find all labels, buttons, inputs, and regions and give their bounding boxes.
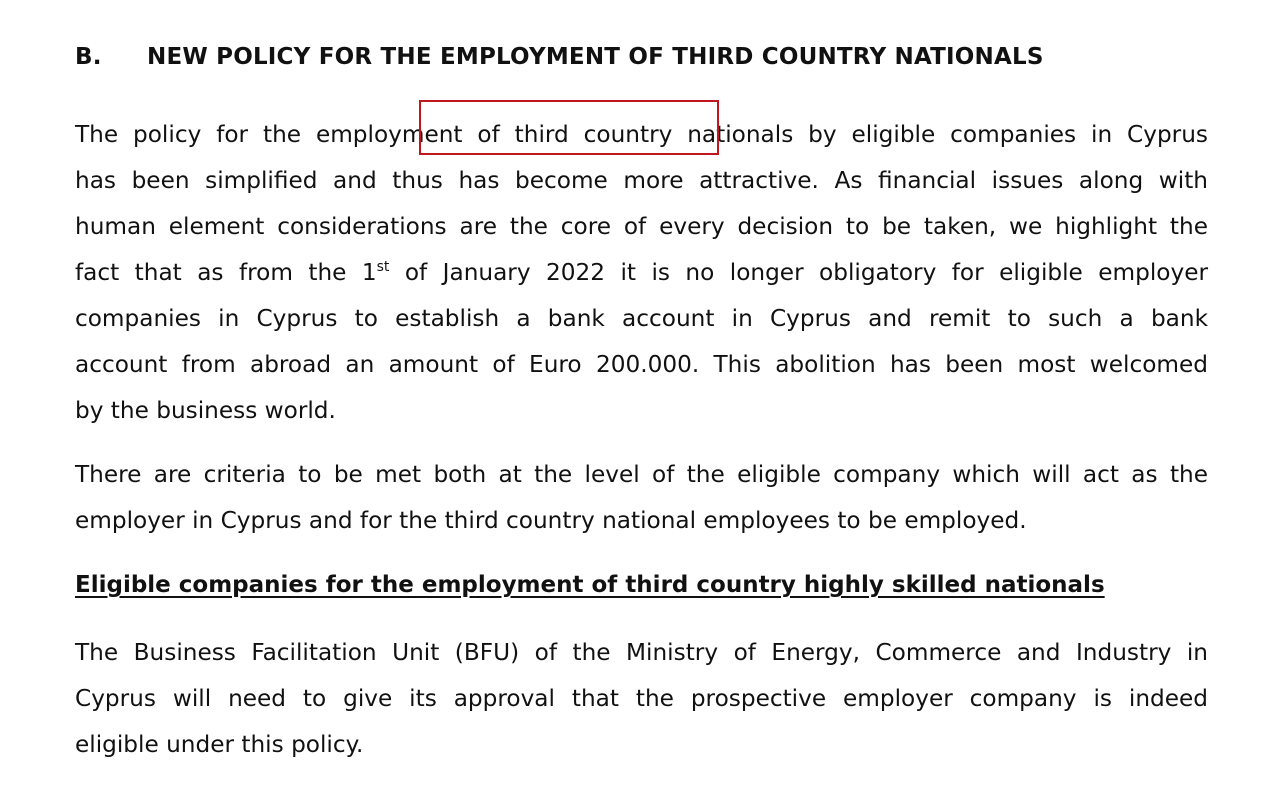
paragraph-line: Cyprus will need to give its approval that the prospective employer company is indeed — [75, 685, 1208, 712]
paragraph-line: The Business Facilitation Unit (BFU) of the Ministry of Energy, Commerce and Industry in — [75, 639, 1208, 666]
paragraph-line: companies in Cyprus to establish a bank account in Cyprus and remit to such a bank — [75, 305, 1208, 332]
paragraph-line: human element considerations are the core of every decision to be taken, we highlight the — [75, 213, 1208, 240]
paragraph-policy-intro — [75, 112, 1208, 434]
ordinal-superscript: st — [376, 259, 390, 275]
paragraph-line: eligible under this policy. — [75, 731, 364, 758]
paragraph-line — [75, 112, 1208, 158]
paragraph-bfu-approval — [75, 630, 1208, 768]
paragraph-line: has been simplified and thus has become more attractive. As financial issues along with — [75, 167, 1208, 194]
paragraph-line: employer in Cyprus and for the third country national employees to be employed. — [75, 507, 1027, 534]
paragraph-criteria — [75, 452, 1208, 544]
text-run: of January 2022 it is no longer obligatory for eligible employer — [389, 259, 1208, 286]
paragraph-line: by the business world. — [75, 397, 336, 424]
paragraph-line — [75, 250, 1208, 296]
paragraph-line: There are criteria to be met both at the level of the eligible company which will act as the — [75, 461, 1208, 488]
text-run: fact that as from the 1 — [75, 259, 377, 286]
text-run: by eligible companies in Cyprus — [793, 121, 1208, 148]
paragraph-line: account from abroad an amount of Euro 200.000. This abolition has been most welcomed — [75, 351, 1208, 378]
subheading-eligible-companies: Eligible companies for the employment of third country highly skilled nationals — [75, 572, 1105, 598]
text-run: The policy for the employment of — [75, 121, 500, 148]
section-heading — [75, 44, 1044, 70]
section-title: NEW POLICY FOR THE EMPLOYMENT OF THIRD COUNTRY NATIONALS — [147, 44, 1044, 70]
highlighted-phrase: third country nationals — [499, 121, 794, 148]
section-letter: B. — [75, 44, 102, 70]
